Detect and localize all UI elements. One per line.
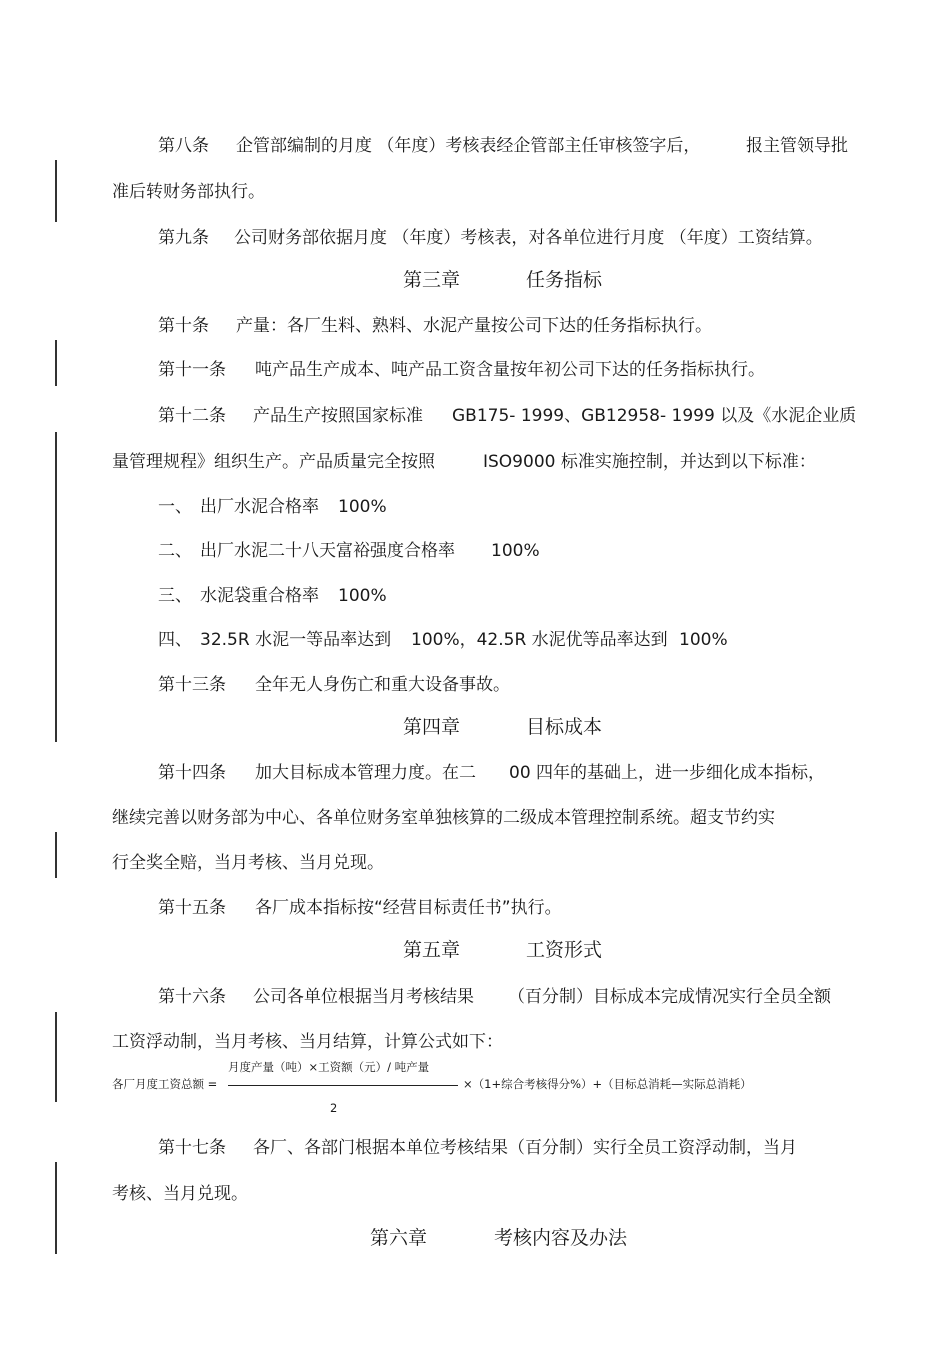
article-9-number: 第九条 — [158, 228, 209, 248]
article-11-number: 第十一条 — [158, 360, 226, 380]
article-10-text: 产量：各厂生料、熟料、水泥产量按公司下达的任务指标执行。 — [236, 316, 712, 336]
article-14-number: 第十四条 — [158, 763, 226, 783]
article-8-text-end: 报主管领导批 — [746, 136, 848, 156]
article-14-text-line2: 继续完善以财务部为中心、各单位财务室单独核算的二级成本管理控制系统。超支节约实 — [112, 808, 775, 828]
margin-bar — [55, 340, 57, 386]
standard-3-number: 三、 — [158, 586, 192, 606]
standard-1-text: 出厂水泥合格率 — [200, 497, 319, 517]
article-16-text-a: 公司各单位根据当月考核结果 — [253, 987, 474, 1007]
chapter-5-number: 第五章 — [403, 939, 461, 961]
standard-1-number: 一、 — [158, 497, 192, 517]
chapter-6-title: 考核内容及办法 — [494, 1227, 628, 1249]
standard-4-value-1: 100%，42.5R 水泥优等品率达到 — [411, 630, 668, 650]
standard-1-value: 100% — [338, 497, 387, 517]
article-15-text: 各厂成本指标按“经营目标责任书”执行。 — [255, 898, 562, 918]
article-14-text-line3: 行全奖全赔，当月考核、当月兑现。 — [112, 853, 384, 873]
article-8-text: 企管部编制的月度 （年度）考核表经企管部主任审核签字后， — [236, 136, 701, 156]
standard-2-text: 出厂水泥二十八天富裕强度合格率 — [200, 541, 455, 561]
margin-bar — [55, 160, 57, 222]
article-8-number: 第八条 — [158, 136, 209, 156]
standard-4-text: 32.5R 水泥一等品率达到 — [200, 630, 392, 650]
article-16-text-b: （百分制）目标成本完成情况实行全员全额 — [508, 987, 831, 1007]
article-13-number: 第十三条 — [158, 675, 226, 695]
standard-2-number: 二、 — [158, 541, 192, 561]
margin-bar — [55, 832, 57, 878]
standard-4-value-2: 100% — [679, 630, 728, 650]
formula-denominator: 2 — [330, 1101, 338, 1115]
standard-3-value: 100% — [338, 586, 387, 606]
margin-bar — [55, 1012, 57, 1102]
article-12-text-a: 产品生产按照国家标准 — [253, 406, 423, 426]
article-12-text-line2a: 量管理规程》组织生产。产品质量完全按照 — [112, 452, 435, 472]
article-12-text-b: GB175- 1999、GB12958- 1999 以及《水泥企业质 — [452, 406, 857, 426]
article-13-text: 全年无人身伤亡和重大设备事故。 — [255, 675, 510, 695]
article-17-text: 各厂、各部门根据本单位考核结果（百分制）实行全员工资浮动制，当月 — [253, 1138, 797, 1158]
chapter-4-number: 第四章 — [403, 716, 461, 738]
article-16-text-line2: 工资浮动制，当月考核、当月结算，计算公式如下： — [112, 1032, 503, 1052]
margin-bar — [55, 432, 57, 742]
standard-4-number: 四、 — [158, 630, 192, 650]
article-11-text: 吨产品生产成本、吨产品工资含量按年初公司下达的任务指标执行。 — [255, 360, 765, 380]
chapter-5-title: 工资形式 — [526, 939, 603, 961]
article-8-text-line2: 准后转财务部执行。 — [112, 182, 265, 202]
article-14-text-b: 00 四年的基础上，进一步细化成本指标， — [509, 763, 826, 783]
formula-right: ×（1+综合考核得分%）+（目标总消耗—实际总消耗） — [463, 1077, 752, 1091]
formula-left: 各厂月度工资总额 = — [112, 1077, 218, 1091]
standard-3-text: 水泥袋重合格率 — [200, 586, 319, 606]
article-12-number: 第十二条 — [158, 406, 226, 426]
chapter-6-number: 第六章 — [370, 1227, 428, 1249]
article-17-number: 第十七条 — [158, 1138, 226, 1158]
article-10-number: 第十条 — [158, 316, 209, 336]
fraction-bar — [228, 1085, 458, 1086]
article-15-number: 第十五条 — [158, 898, 226, 918]
standard-2-value: 100% — [491, 541, 540, 561]
article-12-text-line2b: ISO9000 标准实施控制，并达到以下标准： — [483, 452, 816, 472]
formula-numerator: 月度产量（吨）×工资额（元）/ 吨产量 — [228, 1060, 430, 1074]
article-14-text-a: 加大目标成本管理力度。在二 — [255, 763, 476, 783]
chapter-3-number: 第三章 — [403, 269, 461, 291]
article-16-number: 第十六条 — [158, 987, 226, 1007]
article-17-text-line2: 考核、当月兑现。 — [112, 1184, 248, 1204]
chapter-4-title: 目标成本 — [526, 716, 603, 738]
article-9-text: 公司财务部依据月度 （年度）考核表，对各单位进行月度 （年度）工资结算。 — [234, 228, 823, 248]
chapter-3-title: 任务指标 — [526, 269, 603, 291]
margin-bar — [55, 1162, 57, 1254]
